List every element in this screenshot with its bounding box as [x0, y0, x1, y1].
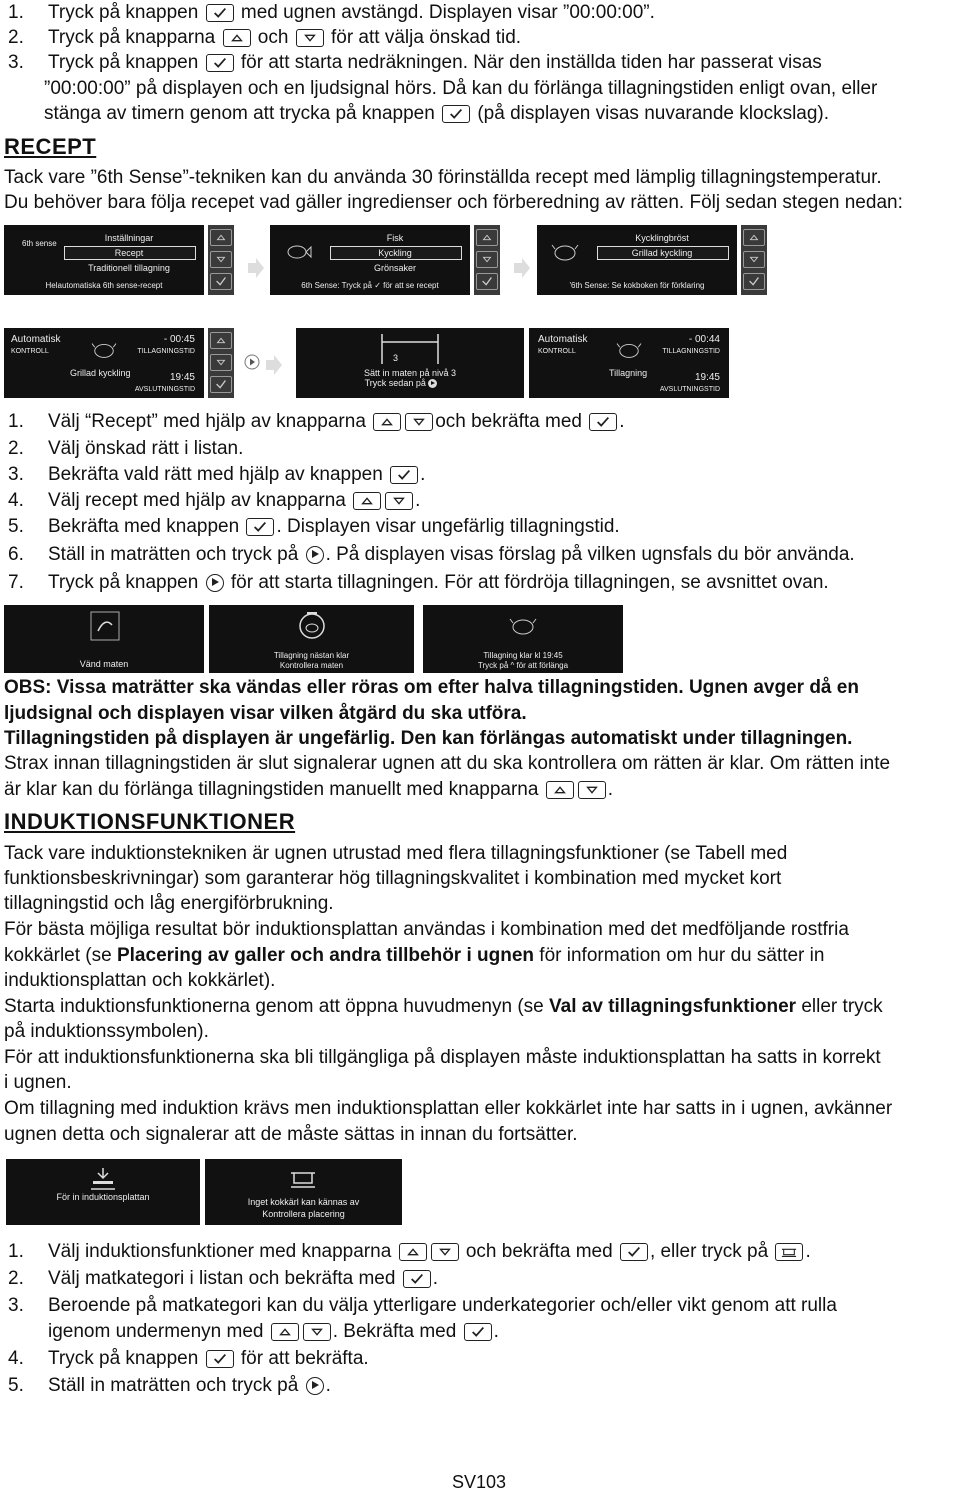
confirm-key-icon — [620, 1243, 648, 1261]
turn-food-screen: Vänd maten — [4, 605, 204, 673]
confirm-button[interactable] — [743, 273, 765, 290]
control-panel-4 — [208, 328, 234, 398]
intro-cont-1: ”00:00:00” på displayen och en ljudsignal hörs. Då kan du förlänga tillagningstiden enligt ovan, eller — [44, 78, 878, 99]
recept-heading: RECEPT — [4, 134, 97, 159]
arrow-right-icon — [514, 258, 530, 278]
induktion-line-1: Tack vare induktionstekniken är ugnen utrustad med flera tillagningsfunktioner (se Tabell med — [4, 843, 788, 864]
cooking-screen-2: Automatisk KONTROLL - 00:44 TILLAGNINGSTID Tillagning 19:45 AVSLUTNINGSTID — [529, 328, 729, 398]
no-pan-screen: Inget kokkärl kan kännas av Kontrollera placering — [205, 1159, 402, 1225]
pan-icon — [288, 1165, 318, 1191]
arrow-right-icon — [248, 258, 264, 278]
down-key-icon — [303, 1323, 331, 1341]
down-key-icon — [578, 781, 606, 799]
intro-step-1-b: med ugnen avstängd. Displayen visar ”00:00:00”. — [240, 2, 655, 23]
oven-level-icon — [380, 332, 440, 366]
induktion-line-8: på induktionssymbolen). — [4, 1021, 209, 1042]
confirm-button[interactable] — [210, 376, 232, 393]
chicken-icon — [509, 613, 537, 639]
induction-key-icon — [775, 1243, 803, 1261]
induktion-line-10: i ugnen. — [4, 1072, 72, 1093]
induktion-line-9: För att induktionsfunktionerna ska bli tillgängliga på displayen måste induktionsplattan ha satts in korrekt — [4, 1047, 881, 1068]
down-button[interactable] — [476, 251, 498, 268]
play-key-icon — [306, 1377, 324, 1395]
down-button[interactable] — [210, 251, 232, 268]
induktion-line-3: tillagningstid och låg energiförbrukning. — [4, 893, 334, 914]
display-screen-2: Fisk Kyckling Grönsaker 6th Sense: Tryck på ✓ för att se recept — [270, 225, 470, 295]
induktion-line-7: Starta induktionsfunktionerna genom att öppna huvudmenyn (se Val av tillagningsfunktioner eller tryck — [4, 996, 883, 1017]
up-key-icon — [271, 1323, 299, 1341]
play-icon — [428, 379, 437, 388]
confirm-key-icon — [246, 518, 274, 536]
obs-line-1: OBS: Vissa maträtter ska vändas eller röras om efter halva tillagningstiden. Ugnen avger då en — [4, 677, 859, 698]
down-key-icon — [296, 29, 324, 47]
timer-chicken-icon — [297, 609, 327, 641]
cooking-screen-1: Automatisk KONTROLL - 00:45 TILLAGNINGSTID Grillad kyckling 19:45 AVSLUTNINGSTID — [4, 328, 204, 398]
confirm-key-icon — [403, 1270, 431, 1288]
induktion-line-2: funktionsbeskrivningar) som garanterar hög tillagningskvalitet i kombination med mycket kort — [4, 868, 782, 889]
down-key-icon — [431, 1243, 459, 1261]
sixth-sense-logo: 6th sense — [22, 239, 57, 248]
induktion-line-4: För bästa möjliga resultat bör induktionsplattan användas i kombination med det medföljande rostfria — [4, 919, 849, 940]
intro-step-1-a: Tryck på knappen — [48, 2, 199, 23]
confirm-key-icon — [206, 1350, 234, 1368]
display-screen-3: Kycklingbröst Grillad kyckling '6th Sense: Se kokboken för förklaring — [537, 225, 737, 295]
down-button[interactable] — [210, 354, 232, 371]
up-key-icon — [223, 29, 251, 47]
confirm-key-icon — [206, 4, 234, 22]
confirm-key-icon — [206, 54, 234, 72]
arrow-right-icon — [266, 355, 282, 375]
up-button[interactable] — [210, 332, 232, 349]
chicken-icon — [551, 239, 579, 265]
up-key-icon — [546, 781, 574, 799]
up-key-icon — [373, 413, 401, 431]
insert-plate-screen: För in induktionsplattan — [6, 1159, 200, 1225]
control-panel-3 — [741, 225, 767, 295]
confirm-key-icon — [442, 105, 470, 123]
recept-p1: Tack vare ”6th Sense”-tekniken kan du använda 30 förinställda recept med lämplig tillagningstemperatur. — [4, 167, 882, 188]
chicken-icon — [615, 338, 643, 362]
obs-line-5: är klar kan du förlänga tillagningstiden manuellt med knapparna . — [4, 779, 614, 800]
up-key-icon — [399, 1243, 427, 1261]
recept-p2: Du behöver bara följa recepet vad gäller ingredienser och förberedning av rätten. Följ sedan stegen nedan: — [4, 192, 903, 213]
induktion-line-6: induktionsplattan och kokkärlet). — [4, 970, 276, 991]
obs-line-3: Tillagningstiden på displayen är ungefärlig. Den kan förlängas automatiskt under tillagningen. — [4, 728, 853, 749]
confirm-key-icon — [464, 1323, 492, 1341]
induktion-heading: INDUKTIONSFUNKTIONER — [4, 809, 296, 834]
up-key-icon — [353, 492, 381, 510]
induction-plate-icon — [88, 1165, 118, 1195]
almost-done-screen: Tillagning nästan klar Kontrollera maten — [209, 605, 414, 673]
control-panel-2 — [474, 225, 500, 295]
play-button[interactable] — [244, 354, 260, 370]
up-button[interactable] — [476, 229, 498, 246]
level-screen: 3 Sätt in maten på nivå 3 Tryck sedan på — [296, 328, 524, 398]
up-button[interactable] — [210, 229, 232, 246]
confirm-key-icon — [589, 413, 617, 431]
chicken-icon — [90, 338, 118, 362]
down-key-icon — [405, 413, 433, 431]
confirm-key-icon — [390, 466, 418, 484]
up-button[interactable] — [743, 229, 765, 246]
fish-icon — [284, 239, 312, 265]
obs-line-4: Strax innan tillagningstiden är slut signalerar ugnen att du ska kontrollera om rätten är klar. Om rätten inte — [4, 753, 891, 774]
induktion-line-11: Om tillagning med induktion krävs men induktionsplattan eller kokkärlet inte har satts in i ugnen, avkänner — [4, 1098, 893, 1119]
down-button[interactable] — [743, 251, 765, 268]
page-number: SV103 — [452, 1472, 507, 1492]
turn-food-icon — [90, 611, 120, 641]
down-key-icon — [385, 492, 413, 510]
confirm-button[interactable] — [476, 273, 498, 290]
obs-line-2: ljudsignal och displayen visar vilken åtgärd du ska utföra. — [4, 703, 527, 724]
intro-cont-2: stänga av timern genom att trycka på knappen (på displayen visas nuvarande klockslag). — [44, 103, 830, 124]
play-key-icon — [206, 574, 224, 592]
control-panel-1 — [208, 225, 234, 295]
induktion-line-12: ugnen detta och signalerar att de måste sättas in innan du fortsätter. — [4, 1124, 578, 1145]
induktion-line-5: kokkärlet (se Placering av galler och andra tillbehör i ugnen för information om hur du sätter in — [4, 945, 825, 966]
confirm-button[interactable] — [210, 273, 232, 290]
display-screen-1: 6th sense Inställningar Recept Traditionell tillagning Helautomatiska 6th sense-recept — [4, 225, 204, 295]
done-screen: Tillagning klar kl 19:45 Tryck på ^ för att förlänga — [423, 605, 623, 673]
play-key-icon — [306, 546, 324, 564]
